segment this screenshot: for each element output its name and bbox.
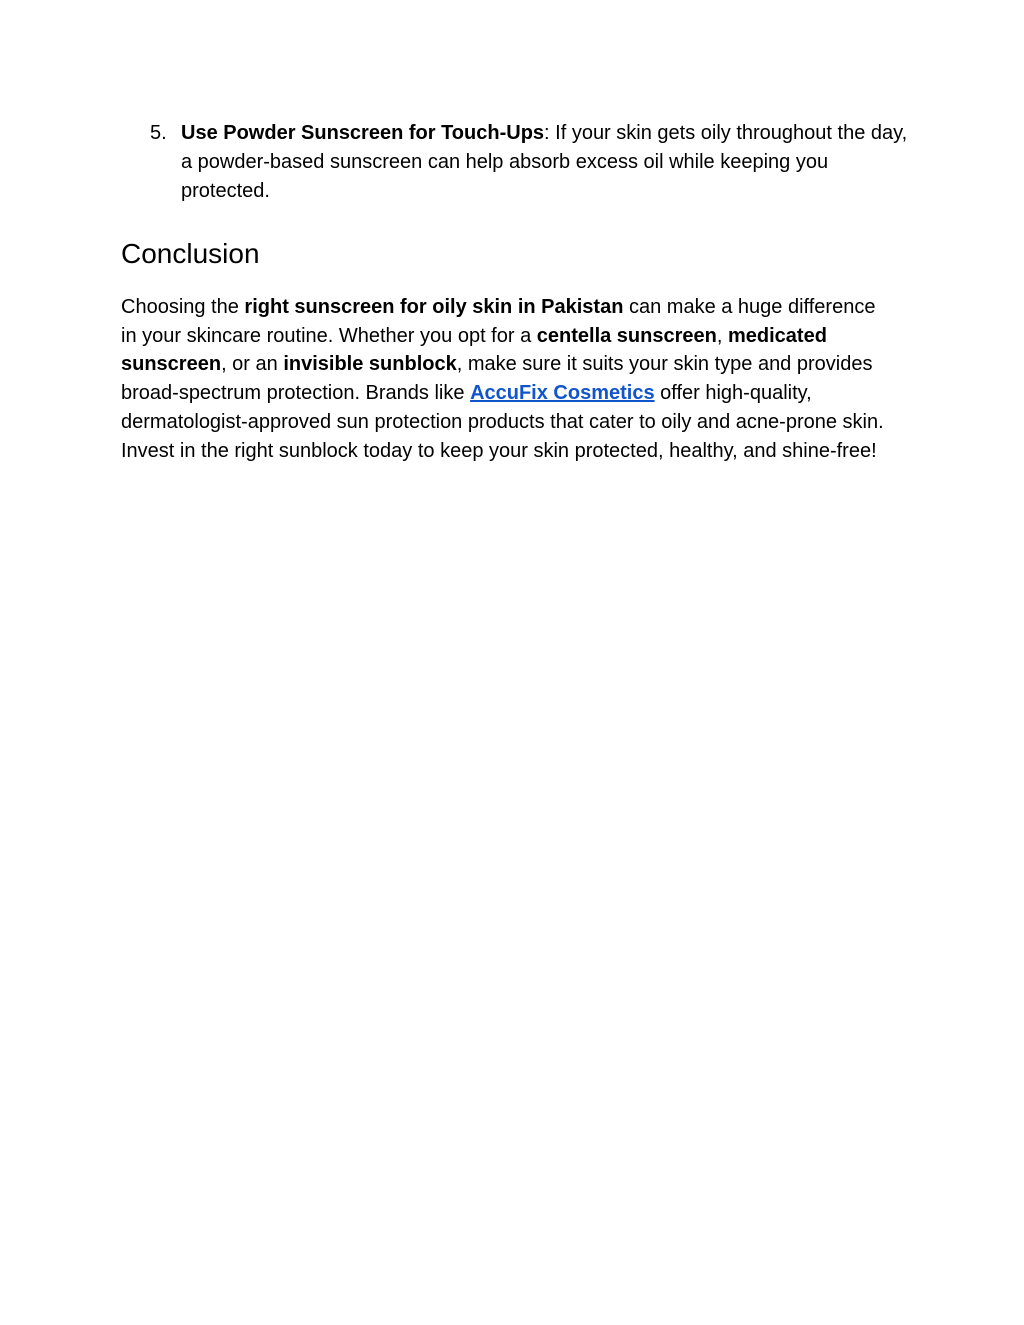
bold-phrase: medicated sunscreen — [121, 324, 827, 376]
text-segment: can make a huge difference in your skincare routine. Whether you opt for a — [121, 296, 876, 347]
text-segment: Choosing the — [121, 296, 245, 318]
conclusion-paragraph — [121, 293, 891, 465]
text-segment: , or an — [221, 353, 284, 376]
list-item-text: : If your skin gets oily throughout the day, a powder-based sunscreen can help absorb excess oil while keeping you protected. — [181, 122, 908, 202]
bold-phrase: right sunscreen for oily skin in Pakistan — [244, 296, 624, 318]
list-item — [150, 119, 910, 206]
text-segment: offer high-quality, dermatologist-approved sun protection products that cater to oily and acne-prone skin. Invest in the right sunblock today to keep your skin protected, healthy, and shine-free! — [121, 382, 884, 462]
list-number: 5. — [150, 122, 167, 144]
text-segment: , — [716, 324, 728, 347]
list-item-body — [181, 119, 910, 206]
bold-phrase: centella sunscreen — [536, 324, 717, 347]
conclusion-heading: Conclusion — [121, 238, 260, 269]
accufix-cosmetics-link[interactable]: AccuFix Cosmetics — [470, 382, 655, 405]
list-item-title: Use Powder Sunscreen for Touch-Ups — [181, 122, 545, 144]
text-segment: , make sure it suits your skin type and provides broad-spectrum protection. Brands like — [121, 353, 873, 405]
bold-phrase: invisible sunblock — [283, 353, 457, 376]
